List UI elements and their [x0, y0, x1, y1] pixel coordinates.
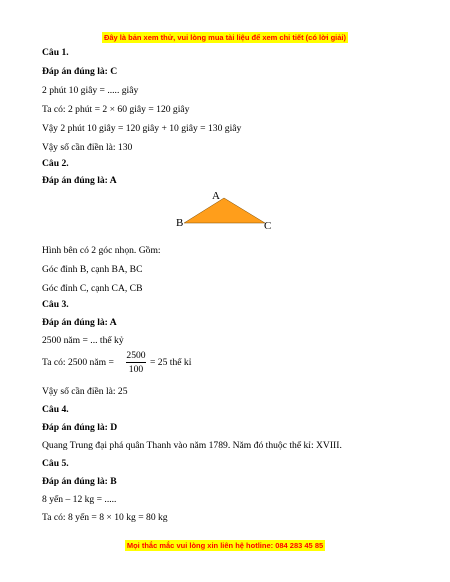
q2-line-3: Góc đỉnh C, cạnh CA, CB	[42, 283, 143, 294]
vertex-label-a: A	[212, 190, 220, 202]
q3-fraction-denominator: 100	[128, 364, 144, 375]
q4-line-1: Quang Trung đại phá quân Thanh vào năm 1789. Năm đó thuộc thế kỉ: XVIII.	[42, 440, 342, 451]
q1-line-1: 2 phút 10 giây = ..... giây	[42, 85, 139, 96]
q3-line-1: 2500 năm = ... thế kỷ	[42, 335, 124, 346]
q2-line-1: Hình bên có 2 góc nhọn. Gồm:	[42, 245, 161, 256]
q3-conclusion: Vậy số cần điền là: 25	[42, 386, 128, 397]
q1-answer: Đáp án đúng là: C	[42, 66, 118, 77]
vertex-label-b: B	[176, 217, 184, 229]
q3-answer: Đáp án đúng là: A	[42, 317, 117, 328]
hotline-footer	[0, 535, 450, 553]
q3-fraction-bar	[126, 362, 146, 363]
q3-calc-suffix: = 25 thế kỉ	[150, 357, 192, 368]
q4-answer: Đáp án đúng là: D	[42, 422, 118, 433]
preview-notice-banner	[0, 27, 450, 45]
q5-answer: Đáp án đúng là: B	[42, 476, 117, 487]
q4-title: Câu 4.	[42, 404, 69, 415]
q2-answer: Đáp án đúng là: A	[42, 175, 117, 186]
q2-title: Câu 2.	[42, 158, 69, 169]
q1-line-4: Vậy số cần điền là: 130	[42, 142, 133, 153]
triangle-figure	[170, 188, 280, 238]
q1-line-3: Vậy 2 phút 10 giây = 120 giây + 10 giây = 130 giây	[42, 123, 242, 134]
hotline-text: Mọi thắc mắc vui lòng xin liên hệ hotline: 084 283 45 85	[126, 541, 324, 550]
q1-line-2: Ta có: 2 phút = 2 × 60 giây = 120 giây	[42, 104, 190, 115]
vertex-label-c: C	[264, 220, 272, 232]
q2-line-2: Góc đỉnh B, cạnh BA, BC	[42, 264, 143, 275]
q3-fraction	[126, 350, 146, 375]
q1-title: Câu 1.	[42, 47, 69, 58]
q3-title: Câu 3.	[42, 299, 69, 310]
q3-fraction-numerator: 2500	[126, 350, 146, 361]
q3-calc-prefix: Ta có: 2500 năm =	[42, 357, 114, 368]
q5-title: Câu 5.	[42, 458, 69, 469]
triangle-shape	[184, 198, 265, 223]
q5-line-1: 8 yến – 12 kg = .....	[42, 494, 117, 505]
preview-notice-text: Đây là bản xem thử, vui lòng mua tài liệu để xem chi tiết (có lời giải)	[103, 33, 347, 42]
q5-line-2: Ta có: 8 yến = 8 × 10 kg = 80 kg	[42, 512, 168, 523]
